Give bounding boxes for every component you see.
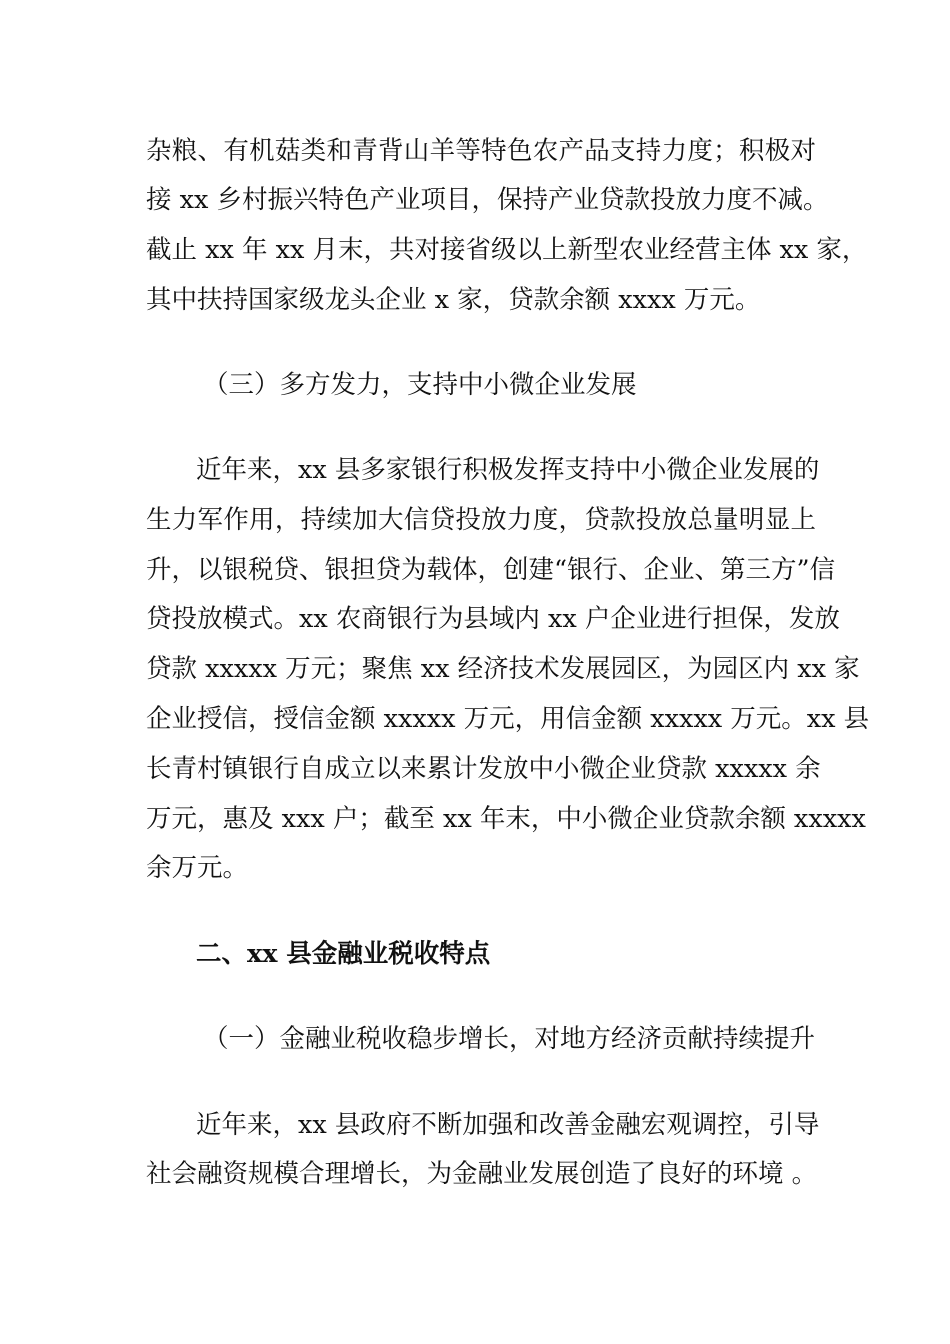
paragraph-line: 截止 xx 年 xx 月末，共对接省级以上新型农业经营主体 xx 家， [146,235,868,265]
paragraph-line: 其中扶持国家级龙头企业 x 家，贷款余额 xxxx 万元。 [146,285,761,315]
paragraph-line: 社会融资规模合理增长，为金融业发展创造了良好的环境 。 [146,1159,818,1189]
paragraph-line: 企业授信，授信金额 xxxxx 万元，用信金额 xxxxx 万元。xx 县 [146,704,870,734]
paragraph-line: 贷投放模式。xx 农商银行为县域内 xx 户企业进行担保，发放 [146,604,840,634]
section-heading: 二、xx 县金融业税收特点 [196,939,491,969]
paragraph-line: 生力军作用，持续加大信贷投放力度，贷款投放总量明显上 [146,505,816,535]
paragraph-line: 接 xx 乡村振兴特色产业项目，保持产业贷款投放力度不减。 [146,185,829,215]
subheading: （一）金融业税收稳步增长，对地方经济贡献持续提升 [203,1024,816,1054]
paragraph-line: 贷款 xxxxx 万元；聚焦 xx 经济技术发展园区，为园区内 xx 家 [146,654,860,684]
paragraph-line: 长青村镇银行自成立以来累计发放中小微企业贷款 xxxxx 余 [146,754,821,784]
paragraph-line: 近年来，xx 县政府不断加强和改善金融宏观调控，引导 [196,1110,820,1140]
paragraph-line: 近年来，xx 县多家银行积极发挥支持中小微企业发展的 [196,455,820,485]
paragraph-line: 升，以银税贷、银担贷为载体，创建“银行、企业、第三方”信 [146,555,836,585]
paragraph-line: 余万元。 [146,853,249,883]
subheading: （三）多方发力，支持中小微企业发展 [203,370,637,400]
paragraph-line: 万元，惠及 xxx 户；截至 xx 年末，中小微企业贷款余额 xxxxx [146,804,866,834]
paragraph-line: 杂粮、有机菇类和青背山羊等特色农产品支持力度；积极对 [146,136,816,166]
